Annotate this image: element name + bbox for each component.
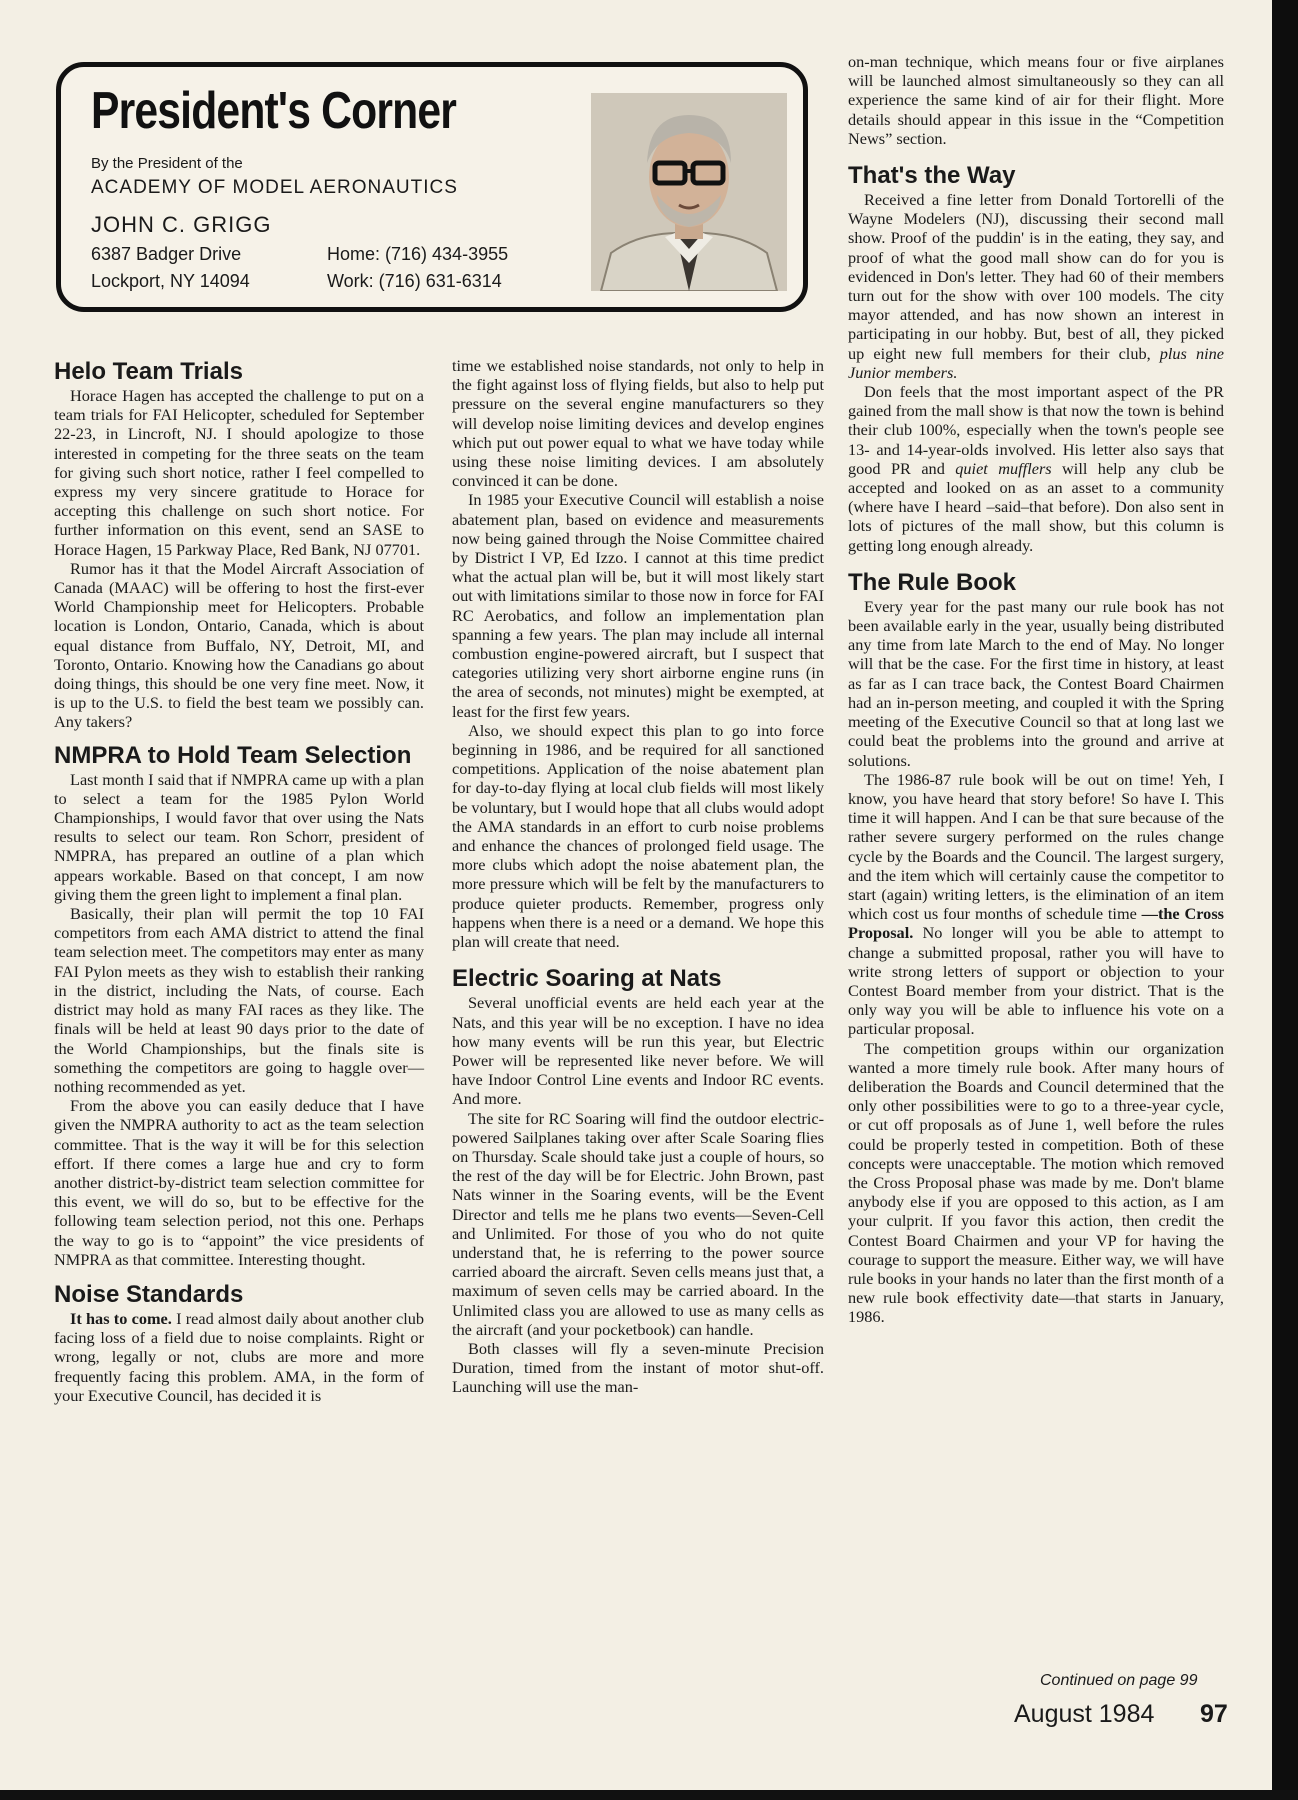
heading-helo-team-trials: Helo Team Trials	[54, 358, 243, 385]
paragraph: In 1985 your Executive Council will establish a noise abatement plan, based on evidence and measurements now being gained through the Noise Committee chaired by District I VP, Ed Izzo. I cannot at this time predict what the actual plan will be, but it will most likely start out with limitations similar to those now in force for FAI RC Aerobatics, and follow an implementation plan spanning a few years. The plan may include all internal combustion engine-powered aircraft, but I suspect that categories utilizing very short airborne engine runs (in the area of seconds, not minutes) might be exempted, at least for the first few years.	[452, 490, 824, 721]
paragraph: Basically, their plan will permit the top 10 FAI competitors from each AMA district to attend the final team selection meet. The competitors may enter as many FAI Pylon meets as they wish to establish their ranking in the district, including the Nats, of course. Each district may hold as many FAI races as they like. The finals will be held at least 90 days prior to the date of the World Championships, but the finals site is something the competitors are going to haggle over—nothing recommended as yet.	[54, 904, 424, 1096]
header-box	[56, 62, 808, 312]
heading-rule-book: The Rule Book	[848, 568, 1017, 596]
author-photo	[591, 93, 787, 291]
paragraph: Several unofficial events are held each year at the Nats, and this year will be no exception. I have no idea how many events will be run this year, but Electric Power will be represented like never before. We will have Indoor Control Line events and Indoor RC events. And more.	[452, 993, 824, 1109]
page-bottom-strip	[0, 1790, 1298, 1800]
paragraph: Last month I said that if NMPRA came up with a plan to select a team for the 1985 Pylon World Championships, I would favor that over using the Nats results to select our team. Ron Schorr, president of NMPRA, has prepared an outline of a plan which appears workable. Based on that concept, I am now giving them the green light to implement a final plan.	[54, 769, 424, 904]
author-address	[91, 241, 250, 295]
column-2	[452, 356, 824, 1397]
heading-thats-the-way: That's the Way	[848, 162, 1016, 190]
page-number: 97	[1200, 1700, 1228, 1728]
paragraph: Also, we should expect this plan to go into force beginning in 1986, and be required for all sanctioned competitions. Application of the noise abatement plan for day-to-day flying at local club fields will most likely be voluntary, but I would hope that all clubs would adopt the AMA standards in an effort to curb noise problems and enhance the chances of prolonged field usage. The more clubs which adopt the noise abatement plan, the more pressure which will be felt by the manufacturers to produce quieter products. Remember, progress only happens when there is a need or a demand. We hope this plan will create that need.	[452, 720, 824, 952]
heading-noise-standards: Noise Standards	[54, 1280, 244, 1308]
continued-note: Continued on page 99	[1040, 1672, 1198, 1689]
portrait-image	[591, 93, 787, 291]
issue-date: August 1984	[1014, 1700, 1155, 1728]
paragraph: Rumor has it that the Model Aircraft Association of Canada (MAAC) will be offering to host the first-ever World Championship meet for Helicopters. Probable location is London, Ontario, Canada, which is about equal distance from Buffalo, NY, Detroit, MI, and Toronto, Ontario. Knowing how the Canadians go about doing things, this should be one very fine meet. Now, it is up to the U.S. to field the best team we possibly can. Any takers?	[54, 558, 424, 732]
paragraph: The competition groups within our organization wanted a more timely rule book. After many hours of deliberation the Boards and Council determined that the only other possibilities were to go to a three-year cycle, or cut off proposals as of June 1, well before the rules could be properly tested in competition. Both of these concepts were unacceptable. The motion which removed the Cross Proposal phase was made by me. Don't blame anybody else if you are opposed to this action, as I am your culprit. If you favor this action, then credit the Contest Board Chairmen and your VP for having the courage to support the measure. Either way, we will have rule books in your hands no later than the first month of a new rule book effectivity date—that starts in January, 1986.	[848, 1038, 1224, 1327]
work-phone: Work: (716) 631-6314	[327, 271, 502, 291]
paragraph-text: Received a fine letter from Donald Tortorelli of the Wayne Modelers (NJ), discussing their second mall show. Proof of the puddin' is in the eating, they say, and proof of what the good mall show can do for you is evidenced in Don's letter. They had 60 of their members turn out for the show with over 100 models. The city mayor attended, and has now shown an interest in participating in our hobby. But, best of all, they picked up eight new full members for their club,	[848, 190, 1224, 363]
italic-text: quiet mufflers	[955, 458, 1052, 478]
column-1	[54, 358, 424, 1405]
home-phone: Home: (716) 434-3955	[327, 244, 509, 264]
page-title: President's Corner	[91, 82, 457, 140]
paragraph	[848, 190, 1224, 382]
paragraph: The site for RC Soaring will find the outdoor electric-powered Sailplanes taking over after Scale Soaring flies on Thursday. Scale should take just a couple of hours, so the rest of the day will be for Electric. John Brown, past Nats winner in the Soaring events, will be the Event Director and tells me he plans two events—Seven-Cell and Unlimited. For those of you who do not quite understand that, he is referring to the power source carried aboard the aircraft. Seven cells means just that, a maximum of seven cells may be carried aboard. In the Unlimited class you are allowed to use as many cells as the aircraft (and your pocketbook) can handle.	[452, 1108, 824, 1339]
byline: By the President of the	[91, 155, 243, 172]
organization-name: ACADEMY OF MODEL AERONAUTICS	[91, 177, 458, 198]
bold-text: —the Cross Proposal.	[848, 904, 1224, 943]
paragraph-text: No longer will you be able to attempt to change a submitted proposal, rather you will have to write strong letters of support or objection to your Contest Board member from your district. That is the only way you will be able to influence his vote on a particular proposal.	[848, 923, 1224, 1039]
paragraph-text: The 1986-87 rule book will be out on time! Yeh, I know, you have heard that story before! So have I. This time it will happen. And I can be that sure because of the rather severe surgery performed on the rules change cycle by the Boards and the Council. The largest surgery, and the item which will certainly cause the competitor to start (again) writing letters, is the elimination of an item which cost us four months of schedule time	[848, 769, 1224, 924]
paragraph	[848, 770, 1224, 1039]
paragraph-text: Don feels that the most important aspect of the PR gained from the mall show is that now the town is behind their club 100%, especially when the town's people see 13- and 14-year-olds involved. His letter also says that good PR and	[848, 382, 1224, 478]
paragraph: on-man technique, which means four or five airplanes will be launched almost simultaneously so they can all experience the same kind of air for their flight. More details should appear in this issue in the “Competition News” section.	[848, 52, 1224, 148]
paragraph-text: I read almost daily about another club facing loss of a field due to noise complaints. Right or wrong, legally or not, clubs are more and more frequently facing this problem. AMA, in the form of your Executive Council, has decided it is	[54, 1308, 424, 1405]
paragraph: From the above you can easily deduce that I have given the NMPRA authority to act as the team selection committee. That is the way it will be for this selection effort. If there comes a large hue and cry to form another district-by-district team selection committee for this event, we will do so, but to be effective for the following team selection period, not this one. Perhaps the way to go is to “appoint” the vice presidents of NMPRA as that committee. Interesting thought.	[54, 1096, 424, 1269]
heading-nmpra-team-selection: NMPRA to Hold Team Selection	[54, 741, 412, 769]
paragraph: Every year for the past many our rule book has not been available early in the year, usually being distributed any time from late March to the end of May. No longer will that be the case. For the first time in history, at least as far as I can trace back, the Contest Board Chairmen had an in-person meeting, and coupled it with the Spring meeting of the Executive Council so that at long last we could beat the problems into the ground and arrive at solutions.	[848, 596, 1224, 770]
address-line: Lockport, NY 14094	[91, 271, 250, 291]
paragraph: Horace Hagen has accepted the challenge to put on a team trials for FAI Helicopter, scheduled for September 22-23, in Lincroft, NJ. I should apologize to those interested in competing for the three seats on the team for giving such short notice, rather I feel compelled to express my very sincere gratitude to Horace for accepting this challenge on such short notice. For further information on this event, send an SASE to Horace Hagen, 15 Parkway Place, Red Bank, NJ 07701.	[54, 386, 424, 559]
author-phones	[327, 241, 508, 295]
heading-electric-soaring: Electric Soaring at Nats	[452, 965, 722, 993]
address-line: 6387 Badger Drive	[91, 244, 242, 264]
lead-in-bold: It has to come.	[70, 1308, 172, 1328]
page-edge-strip	[1272, 0, 1298, 1800]
paragraph	[54, 1309, 424, 1405]
column-3	[848, 52, 1224, 1327]
italic-text: plus nine Junior members.	[848, 343, 1224, 382]
paragraph: Both classes will fly a seven-minute Precision Duration, timed from the instant of motor shut-off. Launching will use the man-	[452, 1338, 824, 1397]
author-name: JOHN C. GRIGG	[91, 212, 272, 237]
paragraph-text: will help any club be accepted and looked on as an asset to a community (where have I heard –said–that before). Don also sent in lots of pictures of the mall show, but this column is getting long enough already.	[848, 458, 1225, 555]
paragraph: time we established noise standards, not only to help in the fight against loss of flying fields, but also to help put pressure on the several engine manufacturers so they will develop noise limiting devices and develop engines which put out power equal to what we have today while using these noise limiting devices. I am absolutely convinced it can be done.	[452, 356, 824, 491]
paragraph	[848, 382, 1224, 555]
